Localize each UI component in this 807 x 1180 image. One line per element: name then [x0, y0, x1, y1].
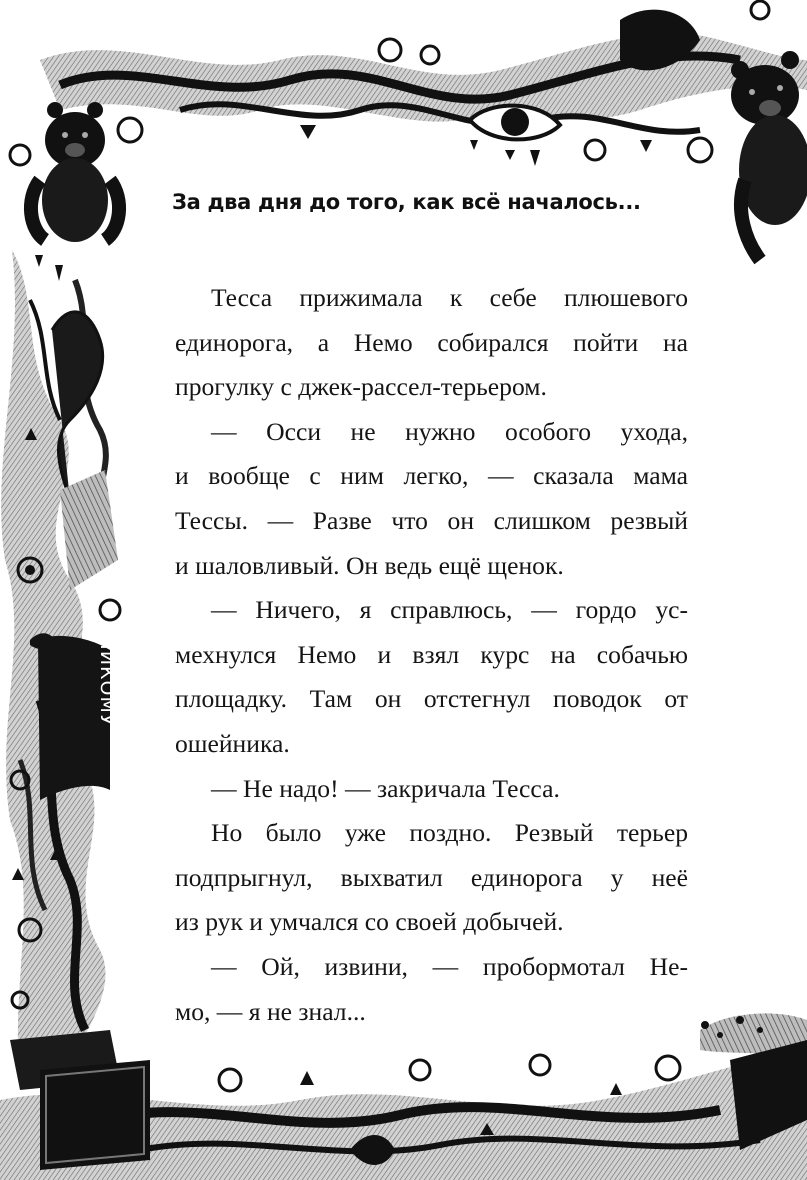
bottom-vine-border: [0, 1013, 807, 1180]
teddy-bear-left: [31, 102, 119, 281]
text-line: Тесса прижимала к себе плюшевого: [211, 283, 688, 312]
text-line: и шаловливый. Он ведь ещё щенок.: [175, 550, 564, 580]
text-line: подпрыгнул, выхватил единорога у неё: [175, 862, 688, 892]
scroll-banner-label: НИКОМУ: [96, 635, 118, 727]
text-line: — Осси не нужно особого ухода,: [211, 416, 688, 446]
text-line: прогулку с джек-рассел-терьером.: [175, 372, 547, 402]
text-line: мо, — я не знал...: [175, 996, 366, 1026]
text-line: ошейника.: [175, 728, 290, 758]
text-line: из рук и умчался со своей добычей.: [175, 907, 564, 937]
text-line: Тессы. — Разве что он слишком резвый: [175, 505, 688, 535]
chapter-heading: За два дня до того, как всё началось...: [172, 190, 641, 214]
text-line: и вообще с ним легко, — сказала мама: [175, 461, 688, 491]
text-line: единорога, а Немо собирался пойти на: [175, 327, 688, 357]
top-vine-border: [10, 1, 807, 166]
text-line: площадку. Там он отстегнул поводок от: [175, 684, 688, 714]
teddy-bear-right: [731, 51, 807, 260]
text-line: мехнулся Немо и взял курс на собачью: [175, 639, 688, 669]
text-line: — Ничего, я справлюсь, — гордо ус-: [211, 595, 688, 625]
text-line: — Ой, извини, — пробормотал Не-: [211, 951, 688, 981]
text-line: Но было уже поздно. Резвый терьер: [211, 818, 688, 848]
body-text: [175, 276, 688, 1034]
text-line: — Не надо! — закричала Тесса.: [211, 773, 560, 803]
